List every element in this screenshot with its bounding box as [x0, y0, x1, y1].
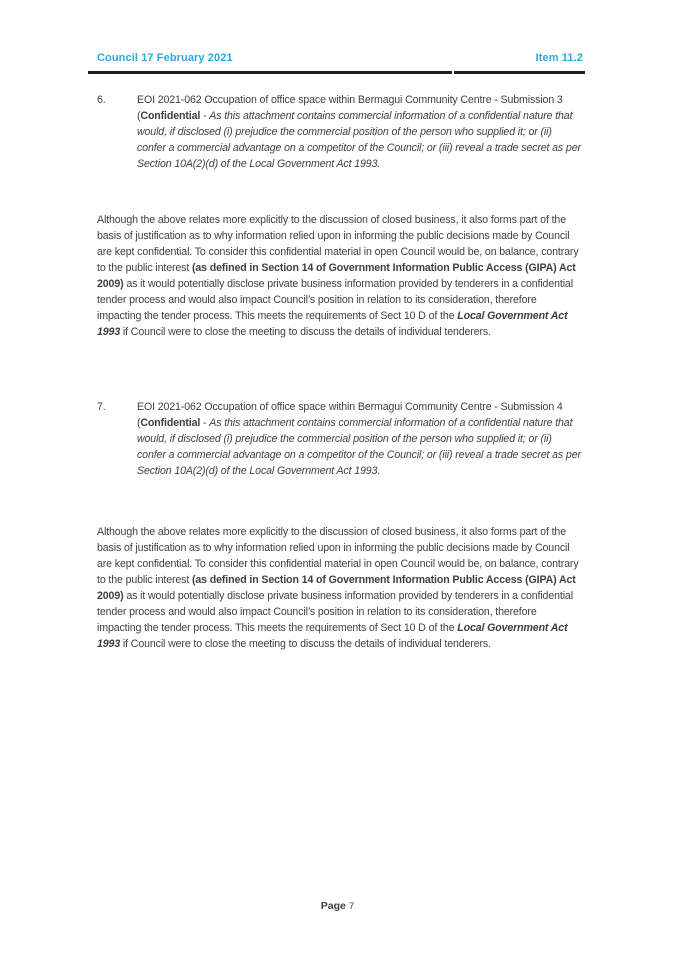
item-6-confidential-clause: As this attachment contains commercial information of a confidential nature that would, if disclosed (i) prejudice the commercial position of the person who supplied it; or (ii) confer a commercial advantage on a competitor of the Council; or (iii) reveal a trade secret as per Section 10A(2)(d) of the Local Government Act 1993. — [137, 110, 581, 170]
item-6-number: 6. — [97, 94, 106, 106]
paragraph-1-gipa-bold: (as defined in Section 14 of Government Information Public Access (GIPA) Act 2009) — [97, 262, 576, 290]
header-rule — [88, 71, 585, 74]
numbered-item-7 — [97, 399, 583, 479]
paragraph-2-text-end: if Council were to close the meeting to discuss the details of individual tenderers. — [120, 638, 491, 650]
numbered-item-6 — [97, 92, 583, 172]
header-item-number: Item 11.2 — [535, 52, 583, 64]
paragraph-1-text-start: Although the above relates more explicitly to the discussion of closed business, it also forms part of the basis of justification as to why information relied upon in informing the public decisions made by Council are kept confidential. To consider this confidential material in open Council would be, on balance, contrary to the public interest — [97, 214, 579, 274]
item-6-lead: EOI 2021-062 Occupation of office space within Bermagui Community Centre - Submission 3 ( — [137, 94, 563, 122]
footer-page-label: Page — [320, 900, 346, 912]
justification-paragraph-1 — [97, 212, 583, 340]
item-7-text — [137, 399, 583, 479]
item-7-confidential-label: Confidential — [140, 417, 201, 429]
page-header — [97, 52, 583, 64]
paragraph-1-text-end: if Council were to close the meeting to discuss the details of individual tenderers. — [120, 326, 491, 338]
item-7-number: 7. — [97, 401, 106, 413]
paragraph-2-act-bold-italic: Local Government Act 1993 — [97, 622, 568, 650]
paragraph-2-gipa-bold: (as defined in Section 14 of Government Information Public Access (GIPA) Act 2009) — [97, 574, 576, 602]
header-rule-segment-right — [454, 71, 585, 74]
paragraph-2-text-middle: as it would potentially disclose private business information provided by tenderers in a confidential tender process and would also impact Council’s position in relation to its consideration, therefore impacting the tender process. This meets the requirements of Sect 10 D of the — [97, 590, 573, 634]
page-footer — [0, 900, 675, 912]
header-council-date: Council 17 February 2021 — [97, 52, 233, 64]
paragraph-1-act-bold-italic: Local Government Act 1993 — [97, 310, 568, 338]
item-7-lead: EOI 2021-062 Occupation of office space within Bermagui Community Centre - Submission 4 ( — [137, 401, 563, 429]
item-7-separator: - — [200, 417, 210, 429]
footer-page-number: 7 — [348, 901, 355, 912]
item-6-separator: - — [200, 110, 210, 122]
item-6-confidential-label: Confidential — [140, 110, 201, 122]
item-6-text — [137, 92, 583, 172]
paragraph-1-text-middle: as it would potentially disclose private business information provided by tenderers in a confidential tender process and would also impact Council’s position in relation to its consideration, therefore impacting the tender process. This meets the requirements of Sect 10 D of the — [97, 278, 573, 322]
justification-paragraph-2 — [97, 524, 583, 652]
item-7-confidential-clause: As this attachment contains commercial information of a confidential nature that would, if disclosed (i) prejudice the commercial position of the person who supplied it; or (ii) confer a commercial advantage on a competitor of the Council; or (iii) reveal a trade secret as per Section 10A(2)(d) of the Local Government Act 1993. — [137, 417, 581, 477]
header-rule-segment-left — [88, 71, 452, 74]
paragraph-2-text-start: Although the above relates more explicitly to the discussion of closed business, it also forms part of the basis of justification as to why information relied upon in informing the public decisions made by Council are kept confidential. To consider this confidential material in open Council would be, on balance, contrary to the public interest — [97, 526, 579, 586]
